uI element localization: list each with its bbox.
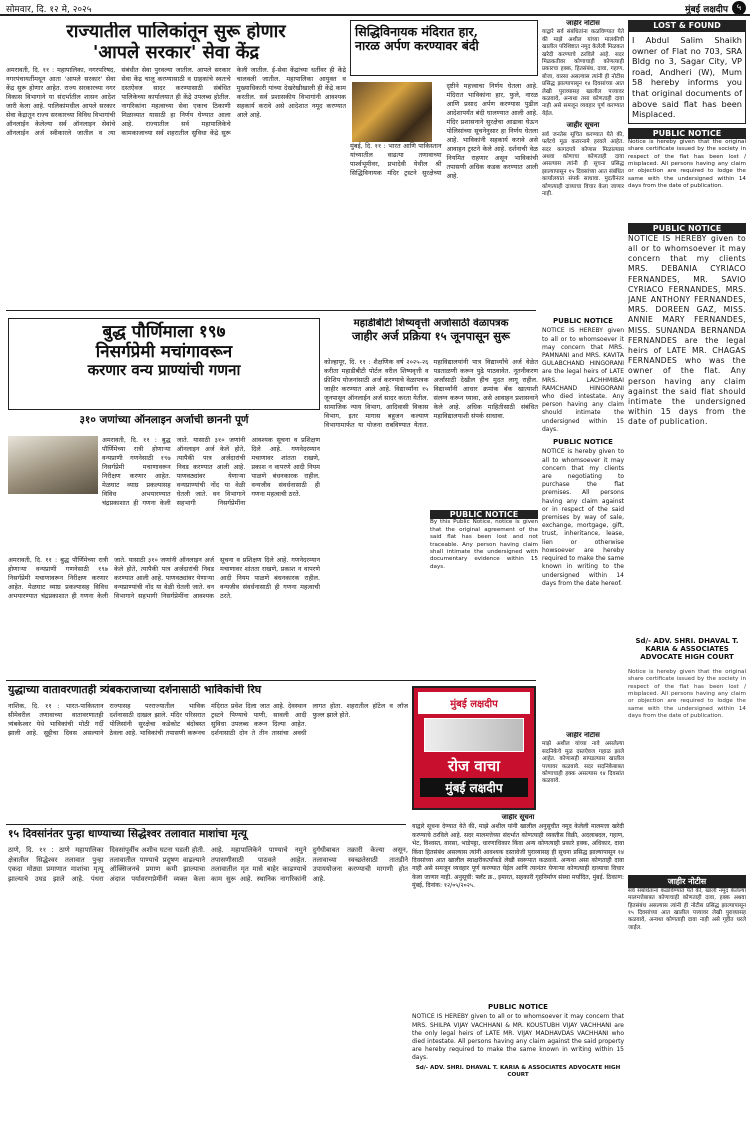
story2-headline-line1: सिद्धिविनायक मंदिरात हार, <box>355 24 478 39</box>
bottom-notice-text: याद्वारे सूचना देण्यात येते की, माझे अशील यांनी खालील अनुसूचीत नमूद केलेली मालमत्ता खरेदी करण्याचे ठरविले आहे. सदर मालमत्तेच्या संदर्भात कोणत्याही व्यक्तीस विक्री, अदलाबदल, गहाण, भेट, विश्वस्त, वारसा, भाडेपट्टा, धारणाधिकार किंवा अन्य कोणत्याही प्रकारे हक्क, अधिकार, दावा किंवा हितसंबंध असल्यास त्यांनी आवश्यक दस्तावेजी पुराव्यासह ही सूचना प्रसिद्ध झाल्यापासून १४ दिवसांच्या आत खालील स्वाक्षरीकर्त्यांकडे लेखी स्वरूपात कळवावे. अन्यथा असा कोणताही दावा नाही असे समजून व्यवहार पूर्ण करण्यात येईल आणि त्यानंतर येणाऱ्या कोणत्याही दाव्याचा विचार केला जाणार नाही. अनुसूची: फ्लॅट क्र., इमारत, सहकारी गृहनिर्माण संस्था मर्यादित, मुंबई. ठिकाण: मुंबई, दिनांक: १२/०५/२०२५. <box>412 823 624 890</box>
notice2-text: सर्व जनतेस सूचित करण्यात येते की, फ्लॅटचे मूळ करारनामे हरवले आहेत. सदर कागदपत्रे कोणास मिळाल्यास अथवा कोणाचा कोणताही दावा असल्यास त्यांनी ही सूचना प्रसिद्ध झाल्यापासून १५ दिवसांच्या आत संबंधित कार्यालयात संपर्क साधावा. मुदतीनंतर कोणत्याही दाव्याचा विचार केला जाणार नाही. <box>542 131 624 197</box>
bottom-notice <box>412 814 624 1002</box>
notice1-title: जाहीर नोटीस <box>566 20 600 27</box>
mid-notice1-title: PUBLIC NOTICE <box>553 318 613 325</box>
story6-headline: १५ दिवसांनंतर पुन्हा धाण्याच्या सिद्धेश्वर तलावात माशांचा मृत्यू <box>8 828 247 840</box>
right-notice1-title: PUBLIC NOTICE <box>628 128 746 139</box>
story3-headline-line1: बुद्ध पौर्णिमाला १९७ <box>102 322 226 342</box>
right-sign1: Sd/- ADV. SHRI. DHAVAL T. KARIA & ASSOCIATES ADVOCATE HIGH COURT <box>635 636 739 661</box>
story4-headline-line2: जाहीर अर्ज प्रक्रिया १५ जूनपासून सुरू <box>352 328 510 343</box>
issue-date: सोमवार, दि. १२ मे, २०२५ <box>6 5 92 15</box>
story3-headline <box>8 318 320 410</box>
story3-headline-line2: निसर्गप्रेमी मचांगावरून <box>95 341 233 362</box>
right-notice1-text: Notice is hereby given that the original share certificate issued by the society in respect of the flat has been lost / misplaced. All persons having any claim or objection are required to lodge the same with the undersigned within 14 days from the date of publication. <box>628 138 746 190</box>
ad-newspaper-image <box>424 718 524 752</box>
notice3-title: PUBLIC NOTICE <box>553 438 613 447</box>
right-notice3-title: जाहीर नोटीस <box>628 875 746 888</box>
mid-notice2-title: PUBLIC NOTICE <box>488 1004 548 1011</box>
mid-notice2-text: NOTICE IS HEREBY given to all or to whomsoever it may concern that MRS. SHILPA VIJAY VACHHANI & MR. KOUSTUBH VIJAY VACHHANI are the only legal heirs of LATE MR. VIJAY MADHAVDAS VACHHANI who died intestate. All persons having any claim against the said property are hereby required to make the same known in writing within 15 days. <box>412 1013 624 1062</box>
divider-2 <box>6 680 536 681</box>
paper-promo-ad <box>412 686 536 810</box>
notice1-text: याद्वारे सर्व संबंधितांना कळविण्यात येते की माझे अशील यांच्या मालकीची खालील परिशिष्टात नमूद केलेली मिळकत खरेदी करण्याचे ठरविले आहे. सदर मिळकतीवर कोणाचाही कोणत्याही प्रकारचा हक्क, हितसंबंध, दावा, गहाण, बोजा, वारसा असल्यास त्यांनी ही नोटीस प्रसिद्ध झाल्यापासून १४ दिवसांच्या आत लेखी पुराव्यासह खालील पत्त्यावर कळवावे, अन्यथा तसा कोणताही दावा नाही असे समजून व्यवहार पूर्ण करण्यात येईल. <box>542 29 624 117</box>
right-notice3-text: सर्व संबंधितांना कळविण्यात येते की, खाली नमूद केलेल्या मालमत्तेबाबत कोणाचाही कोणताही दावा, हक्क अथवा हितसंबंध असल्यास त्यांनी ही नोटीस प्रसिद्ध झाल्यापासून १५ दिवसांच्या आत खालील पत्त्यावर लेखी पुराव्यासह कळवावे, अन्यथा कोणताही दावा नाही असे गृहीत धरले जाईल. <box>628 887 746 931</box>
notice5-text: माझे अशील यांच्या नावे असलेल्या सदनिकेचे मूळ दस्तऐवज गहाळ झाले आहेत. कोणासही सापडल्यास खालील पत्त्यावर कळवावे. सदर सदनिकेबाबत कोणाचाही हक्क असल्यास १४ दिवसांत कळवावे. <box>542 741 624 785</box>
story1-headline <box>6 22 346 62</box>
story3-body-top: अमरावती, दि. ११ : बुद्ध पौर्णिमेच्या रात्री होणाऱ्या वन्यप्राणी गणनेसाठी १९७ निसर्गप्रेमी मचाणावरून निरीक्षण करणार आहेत. मेळघाट व्याघ्र प्रकल्पासह विविध अभयारण्यात चंद्रप्रकाशात ही गणना केली जाते. यासाठी ३१० जणांनी ऑनलाइन अर्ज केले होते, त्यापैकी पात्र अर्जदारांची निवड करण्यात आली आहे. पाणवठ्यांवर येणाऱ्या वन्यप्राण्यांची नोंद या वेळी घेतली जाते. वन विभागाने सहभागी निसर्गप्रेमींना आवश्यक सूचना व प्रशिक्षण दिले आहे. गणनेदरम्यान मचाणावर शांतता राखणे, प्रकाश न वापरणे आदी नियम पाळणे बंधनकारक राहील. वन्यजीव संवर्धनासाठी ही गणना महत्वाची ठरते. <box>102 436 320 507</box>
mid-notice1-text: NOTICE IS HEREBY given to all or to whomsoever it may concern that MRS. PAMNANI and MRS. KAVITA GULABCHAND HINGORANI are the legal heirs of LATE MRS. LACHHMIBAI RAMCHAND HINGORANI who died intestate. Any person having any claim should intimate the undersigned within 15 days. <box>542 327 624 433</box>
story3-body: अमरावती, दि. ११ : बुद्ध पौर्णिमेच्या रात्री होणाऱ्या वन्यप्राणी गणनेसाठी १९७ निसर्गप्रेमी मचाणावरून निरीक्षण करणार आहेत. मेळघाट व्याघ्र प्रकल्पासह विविध अभयारण्यात चंद्रप्रकाशात ही गणना केली जाते. यासाठी ३१० जणांनी ऑनलाइन अर्ज केले होते, त्यापैकी पात्र अर्जदारांची निवड करण्यात आली आहे. पाणवठ्यांवर येणाऱ्या वन्यप्राण्यांची नोंद या वेळी घेतली जाते. वन विभागाने सहभागी निसर्गप्रेमींना आवश्यक सूचना व प्रशिक्षण दिले आहे. गणनेदरम्यान मचाणावर शांतता राखणे, प्रकाश न वापरणे आदी नियम पाळणे बंधनकारक राहील. वन्यजीव संवर्धनासाठी ही गणना महत्वाची ठरते. <box>8 556 320 600</box>
story4-body: कोल्हापूर, दि. ११ : शैक्षणिक वर्ष २०२५-२६ करीता महाडीबीटी पोर्टल वरील शिष्यवृत्ती व फ्रीशिप योजनांसाठी अर्ज करण्याचे वेळापत्रक जाहीर करण्यात आले आहे. विद्यार्थ्यांना १५ जूनपासून ऑनलाईन अर्ज सादर करता येतील. सामाजिक न्याय विभाग, आदिवासी विकास विभाग, इतर मागास बहुजन कल्याण विभागामार्फत या योजना राबविण्यात येतात. महाविद्यालयांनी पात्र विद्यार्थ्यांचे अर्ज वेळेत पडताळणी करून पुढे पाठवावेत. नूतनीकरण अर्जांसाठी देखील हीच मुदत लागू राहील. विद्यार्थ्यांनी आधार क्रमांक बँक खात्याशी संलग्न करून घ्यावा, असे आवाहन प्रशासनाने केले आहे. अधिक माहितीसाठी संबंधित महाविद्यालयाशी संपर्क साधावा. <box>324 358 538 429</box>
right-notice2-text: NOTICE IS HEREBY given to all or to whomsoever it may concern that my clients MRS. DEBANIA CYRIACO FERNANDES, MR. SAVIO CYRIACO FERNANDES, MRS. JANE ANTHONY FERNANDES, MRS. DOREEN GAZ, MISS. ANNIE MARY FERNANDES, MISS. SUNANDA BERNANDA FERNANDES are the legal heirs of LATE MR. CHAGAS FERNANDES who was the owner of the flat. Any person having any claim against the said flat should intimate the undersigned within 15 days from the date of publication. <box>628 233 746 427</box>
public-notice-box <box>430 510 538 610</box>
animal-photo <box>8 436 98 494</box>
divider-3 <box>6 824 406 825</box>
notice4-title: PUBLIC NOTICE <box>430 510 538 519</box>
right-filler-text: Notice is hereby given that the original share certificate issued by the society in respect of the flat has been lost / misplaced. All persons having any claim or objection are required to lodge the same with the undersigned within 14 days from the date of publication. <box>628 668 746 720</box>
ad-paper-name: मुंबई लक्षदीप <box>418 692 530 714</box>
story3-headline-line3: करणार वन्य प्राण्यांची गणना <box>87 361 241 380</box>
divider-1 <box>6 310 536 311</box>
newspaper-name: मुंबई लक्षदीप <box>685 5 728 15</box>
story2-body <box>350 82 538 292</box>
notice4-text: By this Public Notice, notice is given that the original agreement of the said flat has been lost and not traceable. Any person having claim shall intimate the undersigned with documentary evidence within 15 days. <box>430 519 538 570</box>
notice2-title: जाहीर सूचना <box>566 121 600 130</box>
story2-headline <box>350 20 538 76</box>
story5-body: नाशिक, दि. ११ : भारत-पाकिस्तान सीमेवरील तणावाच्या वातावरणातही त्र्यंबकेश्वर येथे भाविकांची मोठी गर्दी झाली आहे. सुट्टीचा दिवस असल्याने राज्यासह परराज्यातील भाविक दर्शनासाठी दाखल झाले. मंदिर परिसरात पोलिसांनी सुरक्षेचा कडेकोट बंदोबस्त ठेवला आहे. भाविकांची तपासणी करूनच मंदिरात प्रवेश दिला जात आहे. देवस्थान ट्रस्टने पिण्याचे पाणी, सावली आदी सुविधा उपलब्ध करून दिल्या आहेत. दर्शनासाठी दोन ते तीन तासांचा अवधी लागत होता. शहरातील हॉटेल व लॉज फुल्ल झाले होते. <box>8 702 408 737</box>
right-notice2-title: PUBLIC NOTICE <box>628 223 746 234</box>
story3-subhead: ३१० जणांच्या ऑनलाइन अर्जाची छाननी पूर्ण <box>79 414 249 426</box>
story6-body: ठाणे, दि. ११ : ठाणे महापालिका क्षेत्रातील सिद्धेश्वर तलावात पुन्हा एकदा मोठ्या प्रमाणात माशांचा मृत्यू झाल्याचे उघड झाले आहे. पंधरा दिवसांपूर्वीच अशीच घटना घडली होती. तलावातील पाण्याचे प्रदूषण वाढल्याने ऑक्सिजनचे प्रमाण कमी झाल्याचा अंदाज पर्यावरणप्रेमींनी व्यक्त केला आहे. महापालिकेने पाण्याचे नमुने तपासणीसाठी पाठवले आहेत. तलावातील मृत मासे बाहेर काढण्याचे काम सुरू आहे. स्थानिक नागरिकांनी दुर्गंधीबाबत तक्रारी केल्या असून, तलावाच्या स्वच्छतेसाठी तातडीने उपाययोजना करण्याची मागणी होत आहे. <box>8 846 408 883</box>
story4-headline <box>324 318 538 354</box>
right-column <box>628 20 746 1142</box>
mid-notice2 <box>412 1004 624 1144</box>
notice3-text: NOTICE is hereby given to all to whomsoever it may concern that my clients are negotiating to purchase the flat premises. All persons having any claim against or in respect of the said premises by way of sale, exchange, mortgage, gift, trust, inheritance, lease, lien or otherwise howsoever are hereby required to make the same known in writing to the undersigned within 14 days from the date hereof. <box>542 448 624 587</box>
page-number: ५ <box>732 1 746 15</box>
story1-headline-line2: 'आपले सरकार' सेवा केंद्र <box>92 41 260 62</box>
lost-found-text: I Abdul Salim Shaikh owner of Flat no 703, SRA Bldg no 3, Sagar City, VP road, Andheri (W), Mum 58 hereby informs you that original documents of above said flat has been Misplaced. <box>628 31 746 124</box>
page-header-bar <box>0 0 750 16</box>
story1-headline-line1: राज्यातील पालिकांतून सुरू होणार <box>66 22 286 42</box>
notice-column-mid <box>542 318 624 728</box>
story2-body-text: मुंबई, दि. ११ : भारत आणि पाकिस्तान यांच्यातील वाढत्या तणावाच्या पार्श्वभूमीवर, प्रभादेवी येथील श्री सिद्धिविनायक मंदिर ट्रस्टने सुरक्षेच्या दृष्टीने महत्त्वाचा निर्णय घेतला आहे. मंदिरात भाविकांना हार, फुले, नारळ आणि प्रसाद अर्पण करण्यास पुढील आदेशापर्यंत बंदी घालण्यात आली आहे. मंदिर प्रशासनाने सुरक्षेचा आढावा घेऊन पोलिसांच्या सूचनेनुसार हा निर्णय घेतला आहे. भाविकांनी सहकार्य करावे असे आवाहन ट्रस्टने केले आहे. दर्शनाची वेळ नियमित राहणार असून भाविकांची तपासणी अधिक कडक करण्यात आली आहे. <box>350 82 538 180</box>
bottom-notice-title: जाहीर सूचना <box>501 814 535 821</box>
notice-column-top <box>542 20 624 310</box>
lost-found-title: LOST & FOUND <box>628 20 746 31</box>
ad-read-daily: रोज वाचा <box>447 757 500 775</box>
story2-headline-line2: नारळ अर्पण करण्यावर बंदी <box>355 38 479 54</box>
notice-col-bottom <box>542 732 624 812</box>
story5-headline: युद्धाच्या वातावरणातही त्र्यंबकराजाच्या दर्शनासाठी भाविकांची रिघ <box>8 684 262 696</box>
story4-headline-line1: महाडीबीटी शिष्यवृत्ती अर्जासाठी वेळापत्रक <box>353 318 509 329</box>
story1-body: अमरावती, दि. ११ : महापालिका, नगरपरिषद, नगरपंचायतींमधून आता 'आपले सरकार' सेवा केंद्र सुरू होणार आहेत. राज्य सरकारच्या नगर विकास विभागाने या संदर्भातील शासन आदेश जारी केला आहे. पालिकांमधील आपले सरकार सेवा केंद्रातून राज्य सरकारच्या विविध विभागांची ऑनलाईन केलेल्या सर्व ऑनलाइन सेवांचे ऑनलाईन अर्ज स्वीकारले जातील व त्या संबंधीत सेवा पुरवल्या जातील. आपले सरकार सेवा केंद्र चालू करण्यासाठी व ग्राहकांचे स्वतःचे दस्तऐवज सादर करण्यासाठी संबंधित पालिकेच्या कार्यालयात ही केंद्रे उपलब्ध होतील. नागरिकांना महत्वाच्या सेवा एकाच ठिकाणी मिळाव्यात यासाठी हा निर्णय घेण्यात आला आहे. राज्यातील सर्व महापालिकेचे कामकाजाच्या सर्व शहरातील सुविधा केंद्रे सुरू केली जातील. ई-सेवा केंद्रांच्या धर्तीवर ही केंद्रे चालवली जातील. महापालिका आयुक्त व मुख्याधिकारी यांच्या देखरेखीखाली ही केंद्रे काम करतील. सर्व प्रशासकीय विभागांनी आवश्यक सहकार्य करावे असे आदेशात नमूद करण्यात आले आहे. <box>6 66 346 137</box>
photo-spacer <box>350 82 432 142</box>
ad-paper-name-2: मुंबई लक्षदीप <box>420 778 528 797</box>
mid-notice-sign: Sd/- ADV. SHRI. DHAVAL T. KARIA & ASSOCIATES ADVOCATE HIGH COURT <box>415 1064 621 1079</box>
notice5-title: जाहीर नोटीस <box>566 732 600 739</box>
